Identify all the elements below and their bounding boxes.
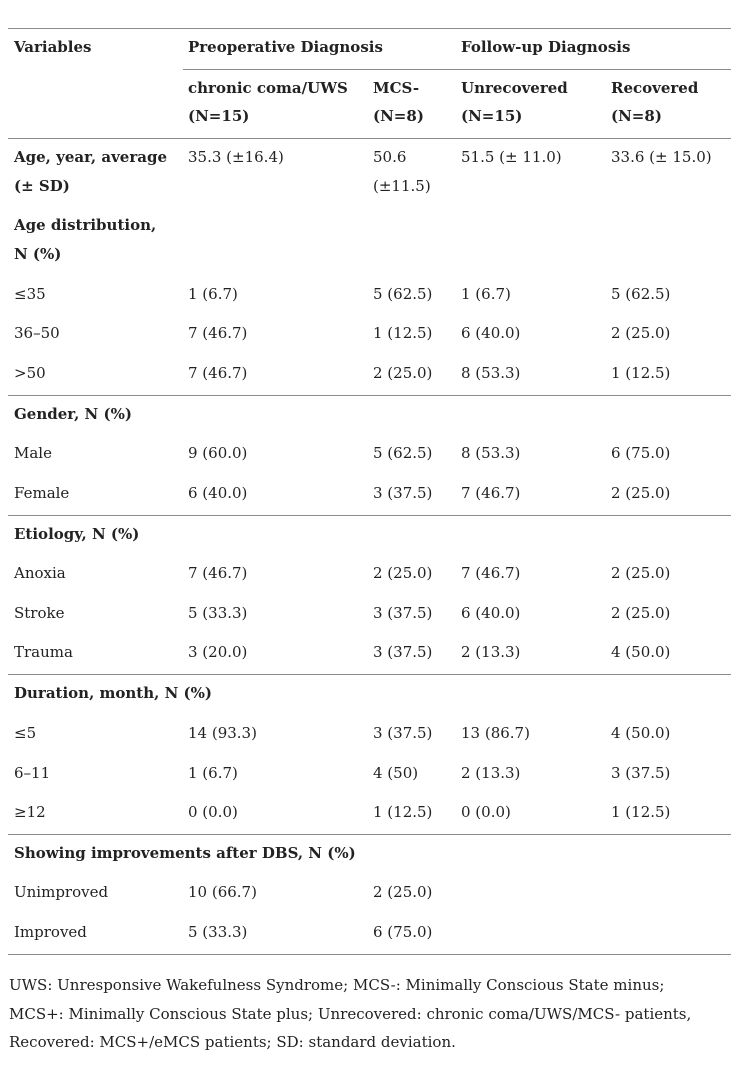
section-title-improvement: Showing improvements after DBS, N (%) <box>14 844 356 862</box>
header-col-unrecovered-n: (N=15) <box>461 107 523 125</box>
table-cell: 6 (40.0) <box>461 324 521 342</box>
table-cell: 9 (60.0) <box>188 444 248 462</box>
table-cell: 0 (0.0) <box>461 803 511 821</box>
table-cell: 3 (37.5) <box>373 724 433 742</box>
row-label-stroke: Stroke <box>14 604 65 622</box>
table-cell: 2 (25.0) <box>611 324 671 342</box>
table-cell: 1 (6.7) <box>461 285 511 303</box>
section-rule-improvement <box>8 834 731 835</box>
table-cell: 7 (46.7) <box>461 564 521 582</box>
row-label-unimproved: Unimproved <box>14 883 109 901</box>
row-label-age-gt50: >50 <box>14 364 46 382</box>
table-cell: 4 (50) <box>373 764 419 782</box>
age-value-recovered: 33.6 (± 15.0) <box>611 148 712 166</box>
table-cell: 2 (25.0) <box>611 564 671 582</box>
table-cell: 3 (20.0) <box>188 643 248 661</box>
table-cell: 6 (75.0) <box>373 923 433 941</box>
table-cell: 14 (93.3) <box>188 724 257 742</box>
table-cell: 1 (6.7) <box>188 285 238 303</box>
table-cell: 1 (12.5) <box>373 324 433 342</box>
header-preoperative-diagnosis: Preoperative Diagnosis <box>188 38 383 56</box>
row-label-improved: Improved <box>14 923 87 941</box>
table-cell: 4 (50.0) <box>611 643 671 661</box>
table-cell: 5 (62.5) <box>373 285 433 303</box>
table-cell: 3 (37.5) <box>611 764 671 782</box>
table-cell: 3 (37.5) <box>373 604 433 622</box>
row-label-age-36-50: 36–50 <box>14 324 60 342</box>
table-cell: 7 (46.7) <box>188 324 248 342</box>
table-cell: 6 (75.0) <box>611 444 671 462</box>
table-cell: 6 (40.0) <box>188 484 248 502</box>
table-cell: 1 (12.5) <box>373 803 433 821</box>
table-cell: 2 (13.3) <box>461 643 521 661</box>
header-col-mcs-minus: MCS- <box>373 79 420 97</box>
header-variables: Variables <box>14 38 92 56</box>
section-rule-etiology <box>8 515 731 516</box>
group-header-rule <box>183 69 731 70</box>
header-bottom-rule <box>8 138 731 139</box>
section-title-etiology: Etiology, N (%) <box>14 525 140 543</box>
table-cell: 2 (13.3) <box>461 764 521 782</box>
table-cell: 13 (86.7) <box>461 724 530 742</box>
table-bottom-rule <box>8 954 731 955</box>
header-col-chronic-coma-n: (N=15) <box>188 107 250 125</box>
header-col-unrecovered: Unrecovered <box>461 79 568 97</box>
table-cell: 3 (37.5) <box>373 643 433 661</box>
section-title-duration: Duration, month, N (%) <box>14 684 212 702</box>
row-label-anoxia: Anoxia <box>14 564 66 582</box>
table-cell: 7 (46.7) <box>188 564 248 582</box>
table-cell: 5 (33.3) <box>188 604 248 622</box>
row-label-trauma: Trauma <box>14 643 73 661</box>
table-cell: 2 (25.0) <box>373 883 433 901</box>
table-cell: 2 (25.0) <box>373 364 433 382</box>
row-label-duration-6-11: 6–11 <box>14 764 51 782</box>
table-cell: 7 (46.7) <box>461 484 521 502</box>
table-cell: 7 (46.7) <box>188 364 248 382</box>
row-label-duration-ge12: ≥12 <box>14 803 46 821</box>
header-col-mcs-minus-n: (N=8) <box>373 107 424 125</box>
table-cell: 5 (62.5) <box>373 444 433 462</box>
table-footnote: UWS: Unresponsive Wakefulness Syndrome; MCS-: Minimally Conscious State minus; MCS+: Minimally Conscious State plus; Unrecovered: chronic coma/UWS/MCS- patients, Recovered: MCS+/eMCS patients; SD: standard deviation. <box>9 976 692 1051</box>
table-cell: 2 (25.0) <box>611 604 671 622</box>
row-label-duration-le5: ≤5 <box>14 724 37 742</box>
section-rule-duration <box>8 674 731 675</box>
age-value-unrecovered: 51.5 (± 11.0) <box>461 148 562 166</box>
table-cell: 2 (25.0) <box>611 484 671 502</box>
table-cell: 5 (62.5) <box>611 285 671 303</box>
section-title-gender: Gender, N (%) <box>14 405 132 423</box>
row-label-male: Male <box>14 444 52 462</box>
table-cell: 1 (12.5) <box>611 364 671 382</box>
row-label-female: Female <box>14 484 70 502</box>
table-cell: 4 (50.0) <box>611 724 671 742</box>
table-cell: 10 (66.7) <box>188 883 257 901</box>
header-col-recovered: Recovered <box>611 79 699 97</box>
table-cell: 5 (33.3) <box>188 923 248 941</box>
table-cell: 8 (53.3) <box>461 444 521 462</box>
table-top-rule <box>8 28 731 29</box>
section-title-age-distribution: Age distribution, N (%) <box>14 216 157 263</box>
row-label-age: Age, year, average (± SD) <box>14 148 167 195</box>
table-cell: 1 (12.5) <box>611 803 671 821</box>
table-cell: 3 (37.5) <box>373 484 433 502</box>
header-col-chronic-coma: chronic coma/UWS <box>188 79 348 97</box>
age-value-mcs-minus: 50.6 (±11.5) <box>373 148 431 195</box>
header-followup-diagnosis: Follow-up Diagnosis <box>461 38 631 56</box>
table-cell: 0 (0.0) <box>188 803 238 821</box>
table-cell: 1 (6.7) <box>188 764 238 782</box>
section-rule-gender <box>8 395 731 396</box>
header-col-recovered-n: (N=8) <box>611 107 662 125</box>
age-value-chronic-coma: 35.3 (±16.4) <box>188 148 284 166</box>
table-cell: 8 (53.3) <box>461 364 521 382</box>
table-cell: 6 (40.0) <box>461 604 521 622</box>
row-label-age-le35: ≤35 <box>14 285 46 303</box>
table-cell: 2 (25.0) <box>373 564 433 582</box>
